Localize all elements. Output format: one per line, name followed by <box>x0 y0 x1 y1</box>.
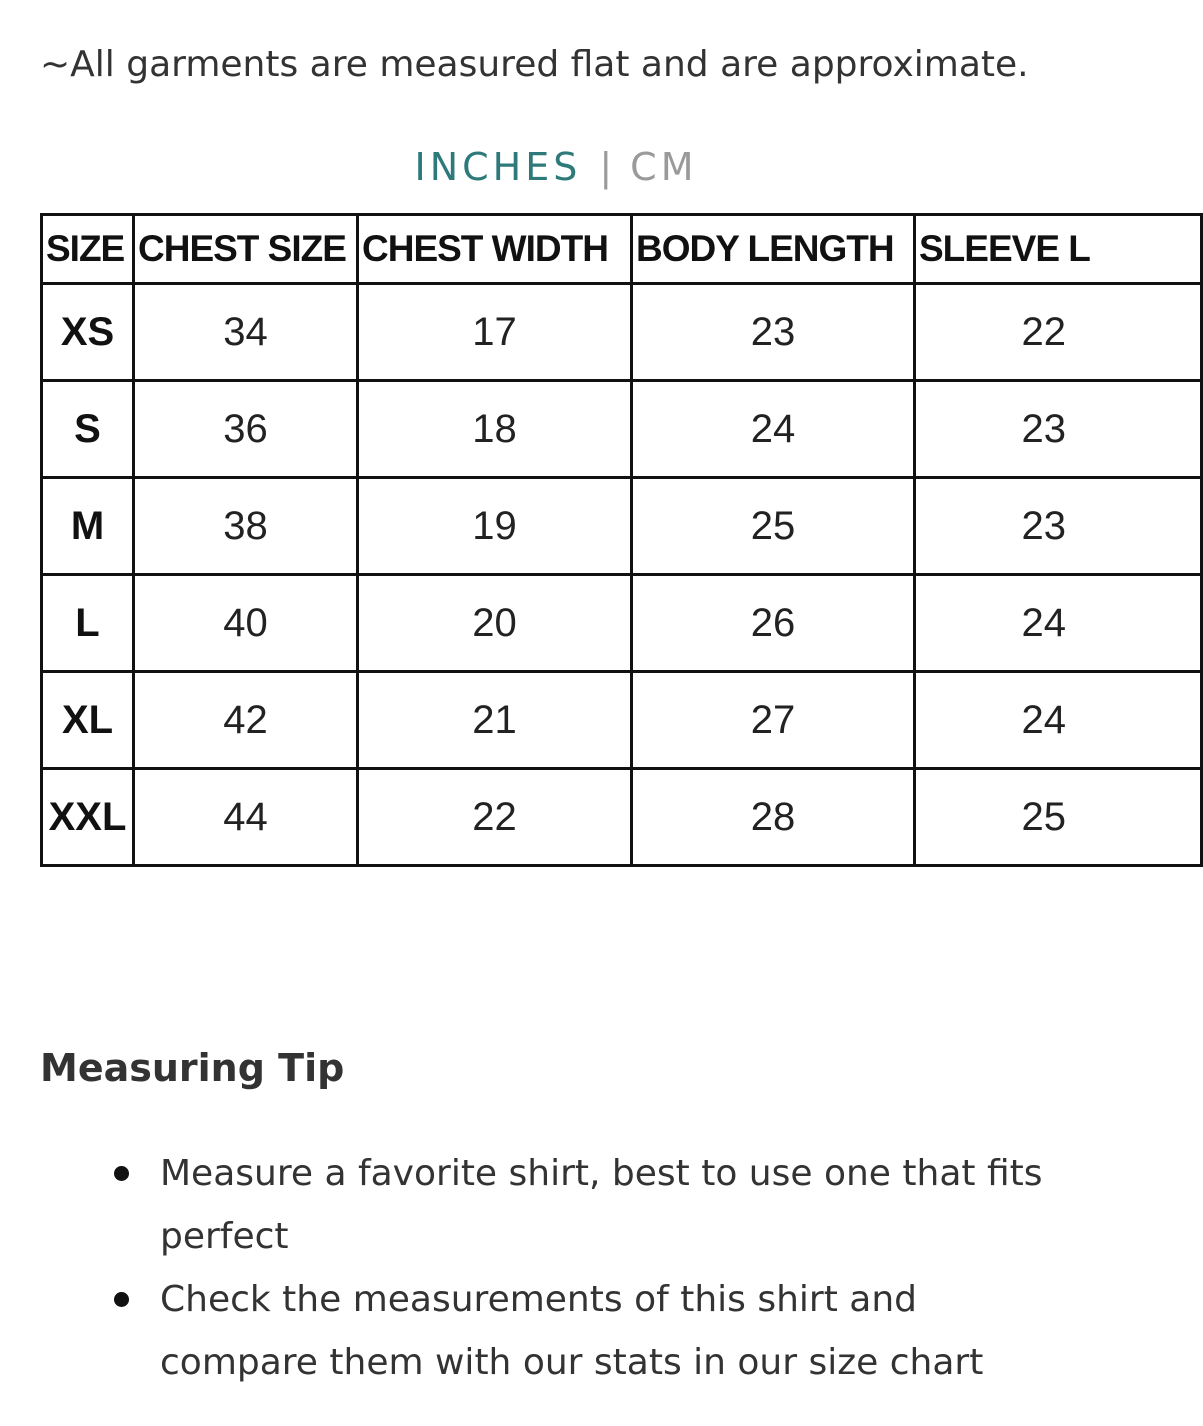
table-row <box>42 672 1202 769</box>
measuring-tip-list <box>110 1142 1070 1394</box>
body-length-cell: 25 <box>632 478 915 575</box>
chest-size-cell: 38 <box>134 478 358 575</box>
header-chest-width: CHEST WIDTH <box>358 215 632 284</box>
body-length-cell: 23 <box>632 284 915 381</box>
chest-size-cell: 34 <box>134 284 358 381</box>
size-cell: S <box>42 381 134 478</box>
body-length-cell: 24 <box>632 381 915 478</box>
list-item <box>110 1142 1070 1268</box>
tip-text: Check the measurements of this shirt and compare them with our stats in our size chart <box>160 1279 984 1383</box>
unit-inches-tab[interactable]: INCHES <box>414 145 582 189</box>
chest-width-cell: 22 <box>358 769 632 866</box>
header-sleeve-length: SLEEVE L <box>915 215 1202 284</box>
bullet-icon <box>114 1292 129 1307</box>
body-length-cell: 28 <box>632 769 915 866</box>
measuring-tip-heading: Measuring Tip <box>40 1046 345 1090</box>
chest-width-cell: 21 <box>358 672 632 769</box>
header-chest-size: CHEST SIZE <box>134 215 358 284</box>
chest-width-cell: 18 <box>358 381 632 478</box>
table-row <box>42 381 1202 478</box>
sleeve-length-cell: 24 <box>915 575 1202 672</box>
size-chart-table <box>40 213 1203 867</box>
chest-width-cell: 17 <box>358 284 632 381</box>
header-size: SIZE <box>42 215 134 284</box>
chest-size-cell: 40 <box>134 575 358 672</box>
body-length-cell: 26 <box>632 575 915 672</box>
unit-cm-tab[interactable]: CM <box>630 145 698 189</box>
sleeve-length-cell: 22 <box>915 284 1202 381</box>
size-cell: L <box>42 575 134 672</box>
size-cell: XL <box>42 672 134 769</box>
table-row <box>42 284 1202 381</box>
chest-width-cell: 20 <box>358 575 632 672</box>
measurement-note: ~All garments are measured flat and are approximate. <box>40 44 1029 85</box>
bullet-icon <box>114 1166 129 1181</box>
table-row <box>42 478 1202 575</box>
chest-size-cell: 36 <box>134 381 358 478</box>
header-body-length: BODY LENGTH <box>632 215 915 284</box>
table-row <box>42 575 1202 672</box>
table-header-row <box>42 215 1202 284</box>
unit-separator: | <box>599 145 613 189</box>
body-length-cell: 27 <box>632 672 915 769</box>
table-row <box>42 769 1202 866</box>
size-cell: XXL <box>42 769 134 866</box>
size-cell: XS <box>42 284 134 381</box>
size-cell: M <box>42 478 134 575</box>
chest-width-cell: 19 <box>358 478 632 575</box>
sleeve-length-cell: 23 <box>915 381 1202 478</box>
tip-text: Measure a favorite shirt, best to use one that fits perfect <box>160 1153 1043 1257</box>
sleeve-length-cell: 23 <box>915 478 1202 575</box>
chest-size-cell: 42 <box>134 672 358 769</box>
sleeve-length-cell: 25 <box>915 769 1202 866</box>
unit-toggle <box>0 142 1112 192</box>
sleeve-length-cell: 24 <box>915 672 1202 769</box>
size-chart-scroll-container[interactable] <box>40 213 1090 883</box>
list-item <box>110 1268 1070 1394</box>
chest-size-cell: 44 <box>134 769 358 866</box>
